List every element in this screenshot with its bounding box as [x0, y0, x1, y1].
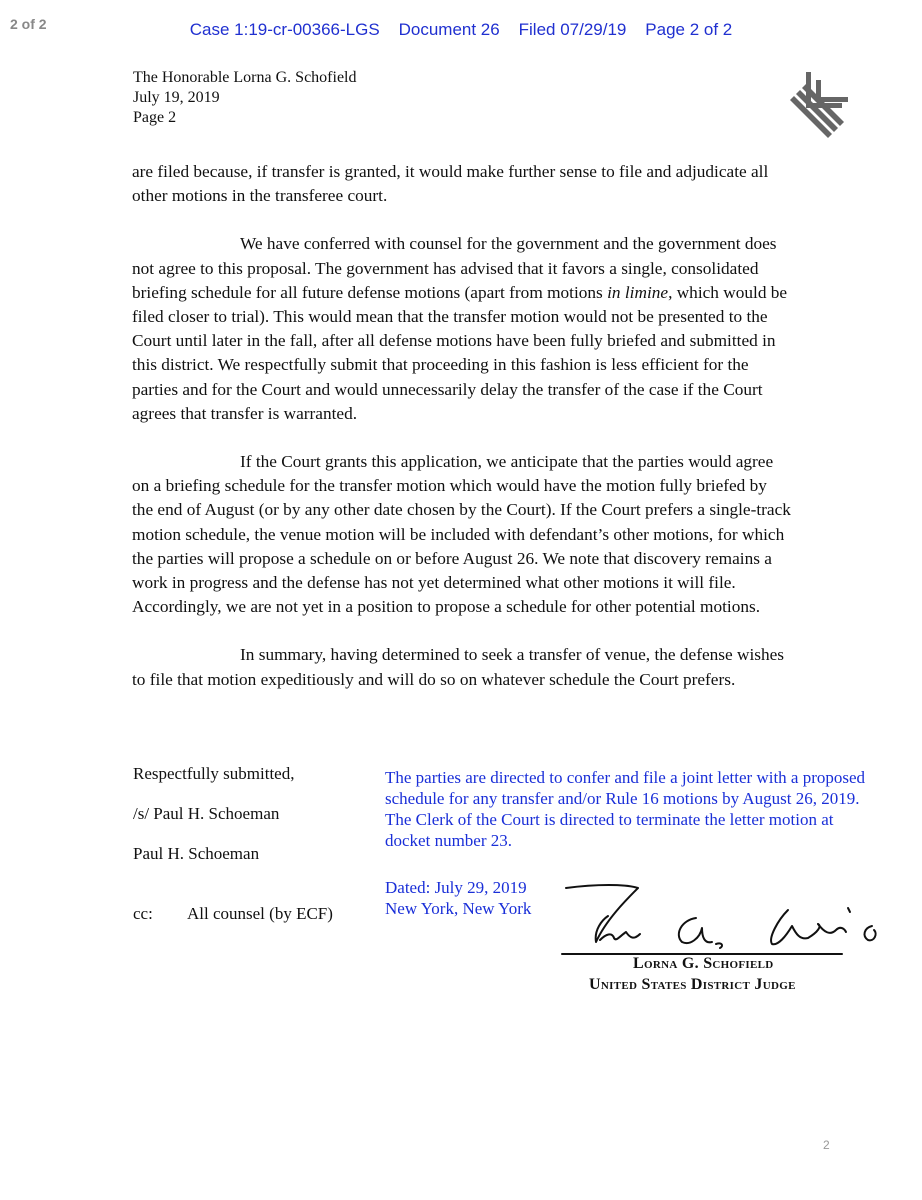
judge-name: Lorna G. Schofield: [633, 955, 774, 972]
page-counter: 2 of 2: [10, 16, 47, 32]
addressee-name: The Honorable Lorna G. Schofield: [133, 69, 357, 86]
letter-body: [132, 160, 792, 716]
paragraph-1: are filed because, if transfer is granted, it would make further sense to file and adjudicate all other motions in the transferee court.: [132, 162, 769, 206]
order-date: Dated: July 29, 2019: [385, 878, 527, 897]
ecf-page-of: Page 2 of 2: [645, 20, 733, 39]
court-order-endorsement: The parties are directed to confer and file a joint letter with a proposed schedule for any transfer and/or Rule 16 motions by August 26, 2019. The Clerk of the Court is directed to terminate the letter motion at docket number 23.: [385, 768, 866, 850]
cc-recipients: All counsel (by ECF): [187, 904, 333, 923]
ecf-case-number: Case 1:19-cr-00366-LGS: [189, 20, 380, 39]
page-number: 2: [823, 1138, 830, 1152]
order-dated-block: [385, 877, 531, 919]
judge-title: United States District Judge: [589, 976, 796, 993]
paragraph-4: In summary, having determined to seek a transfer of venue, the defense wishes to file that motion expeditiously and will do so on whatever schedule the Court prefers.: [132, 645, 785, 689]
ecf-header: [0, 20, 922, 40]
letter-page-label: Page 2: [133, 109, 177, 126]
cc-label: cc:: [133, 904, 153, 923]
letter-date: July 19, 2019: [133, 89, 220, 106]
order-location: New York, New York: [385, 899, 532, 918]
firm-logo-icon: [788, 70, 860, 138]
italic-phrase: in limine: [607, 282, 669, 302]
electronic-signature: /s/ Paul H. Schoeman: [133, 804, 280, 823]
addressee-block: [133, 68, 356, 128]
closing-respectfully: Respectfully submitted,: [133, 764, 295, 783]
paragraph-3: If the Court grants this application, we anticipate that the parties would agree on a briefing schedule for the transfer motion which would have the motion fully briefed by the end of August (or by any other date chosen by the Court). If the Court prefers a single-track motion schedule, the venue motion will be included with defendant’s other motions, for which the parties will propose a schedule on or before August 26. We note that discovery remains a work in progress and the defense has not yet determined what other motions it will file. Accordingly, we are not yet in a position to propose a schedule for other potential motions.: [132, 452, 791, 617]
ecf-document-number: Document 26: [398, 20, 500, 39]
judge-handwritten-signature: [556, 880, 886, 960]
paragraph-2: We have conferred with counsel for the government and the government does not agree to this proposal. The government has advised that it favors a single, consolidated briefing schedule for all future defense motions (apart from motions in limine, which would be filed closer to trial). This would mean that the transfer motion would not be presented to the Court until later in the fall, after all defense motions have been fully briefed and submitted in this district. We respectfully submit that proceeding in this fashion is less efficient for the parties and for the Court and would unnecessarily delay the transfer of the case if the Court agrees that transfer is warranted.: [132, 234, 788, 423]
ecf-filed-date: Filed 07/29/19: [518, 20, 627, 39]
signer-name: Paul H. Schoeman: [133, 844, 260, 863]
